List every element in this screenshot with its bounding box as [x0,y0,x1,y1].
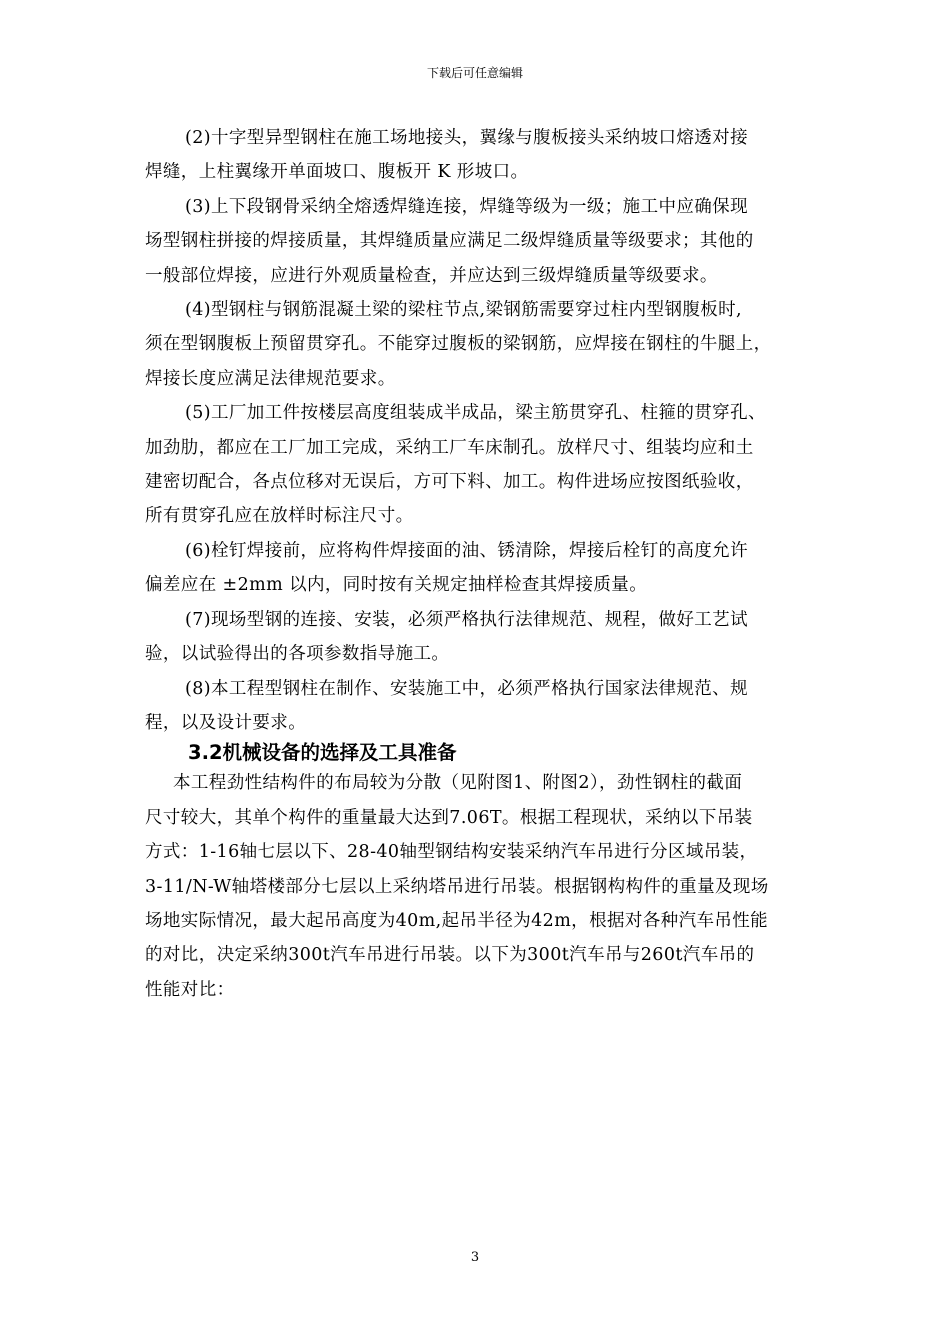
paragraph-4 [145,293,813,396]
paragraph-line: 场地实际情况，最大起吊高度为40m,起吊半径为42m，根据对各种汽车吊性能 [145,910,769,931]
section-heading: 3.2机械设备的选择及工具准备 [188,741,457,765]
paragraph-line: (4)型钢柱与钢筋混凝土梁的梁柱节点,梁钢筋需要穿过柱内型钢腹板时, [185,300,743,321]
page-number: 3 [470,1250,480,1265]
paragraph-5 [145,396,813,534]
paragraph-line: 焊接长度应满足法律规范要求。 [145,368,396,389]
section-paragraph [145,766,813,1007]
paragraph-line: (7)现场型钢的连接、安装，必须严格执行法律规范、规程，做好工艺试 [185,609,748,630]
paragraph-line: 加劲肋，都应在工厂加工完成，采纳工厂车床制孔。放样尺寸、组装均应和土 [145,437,754,458]
document-body [145,121,813,1007]
paragraph-line: 尺寸较大，其单个构件的重量最大达到7.06T。根据工程现状，采纳以下吊装 [145,807,753,828]
paragraph-line: 焊缝，上柱翼缘开单面坡口、腹板开 K 形坡口。 [145,162,529,183]
paragraph-line: 偏差应在 ±2mm 以内，同时按有关规定抽样检查其焊接质量。 [145,575,648,596]
paragraph-line: 方式：1-16轴七层以下、28-40轴型钢结构安装采纳汽车吊进行分区域吊装， [145,842,758,863]
paragraph-line: 所有贯穿孔应在放样时标注尺寸。 [145,506,414,527]
page-header: 下载后可任意编辑 [426,66,523,80]
paragraph-line: (5)工厂加工件按楼层高度组装成半成品，梁主筋贯穿孔、柱箍的贯穿孔、 [185,403,766,424]
paragraph-line: 一般部位焊接，应进行外观质量检查，并应达到三级焊缝质量等级要求。 [145,265,718,286]
paragraph-line: (6)栓钉焊接前，应将构件焊接面的油、锈清除，焊接后栓钉的高度允许 [185,540,748,561]
paragraph-line: 场型钢柱拼接的焊接质量，其焊缝质量应满足二级焊缝质量等级要求；其他的 [145,231,754,252]
paragraph-3 [145,190,813,293]
paragraph-line: (3)上下段钢骨采纳全熔透焊缝连接，焊缝等级为一级；施工中应确保现 [185,196,748,217]
paragraph-line: 性能对比： [145,979,235,1000]
paragraph-2 [145,121,813,190]
paragraph-line: 本工程劲性结构件的布局较为分散（见附图1、附图2），劲性钢柱的截面 [173,773,743,794]
paragraph-line: 验，以试验得出的各项参数指导施工。 [145,644,450,665]
paragraph-line: 的对比，决定采纳300t汽车吊进行吊装。以下为300t汽车吊与260t汽车吊的 [145,945,755,966]
paragraph-7 [145,603,813,672]
paragraph-line: (2)十字型异型钢柱在施工场地接头，翼缘与腹板接头采纳坡口熔透对接 [185,128,748,148]
paragraph-line: 3-11/N-W轴塔楼部分七层以上采纳塔吊进行吊装。根据钢构构件的重量及现场 [145,876,769,897]
paragraph-8 [145,672,813,741]
paragraph-line: 建密切配合，各点位移对无误后，方可下料、加工。构件进场应按图纸验收， [145,472,754,493]
paragraph-line: 程，以及设计要求。 [145,712,307,733]
paragraph-line: (8)本工程型钢柱在制作、安装施工中，必须严格执行国家法律规范、规 [185,678,748,699]
paragraph-line: 须在型钢腹板上预留贯穿孔。不能穿过腹板的梁钢筋，应焊接在钢柱的牛腿上， [145,334,772,355]
paragraph-6 [145,534,813,603]
